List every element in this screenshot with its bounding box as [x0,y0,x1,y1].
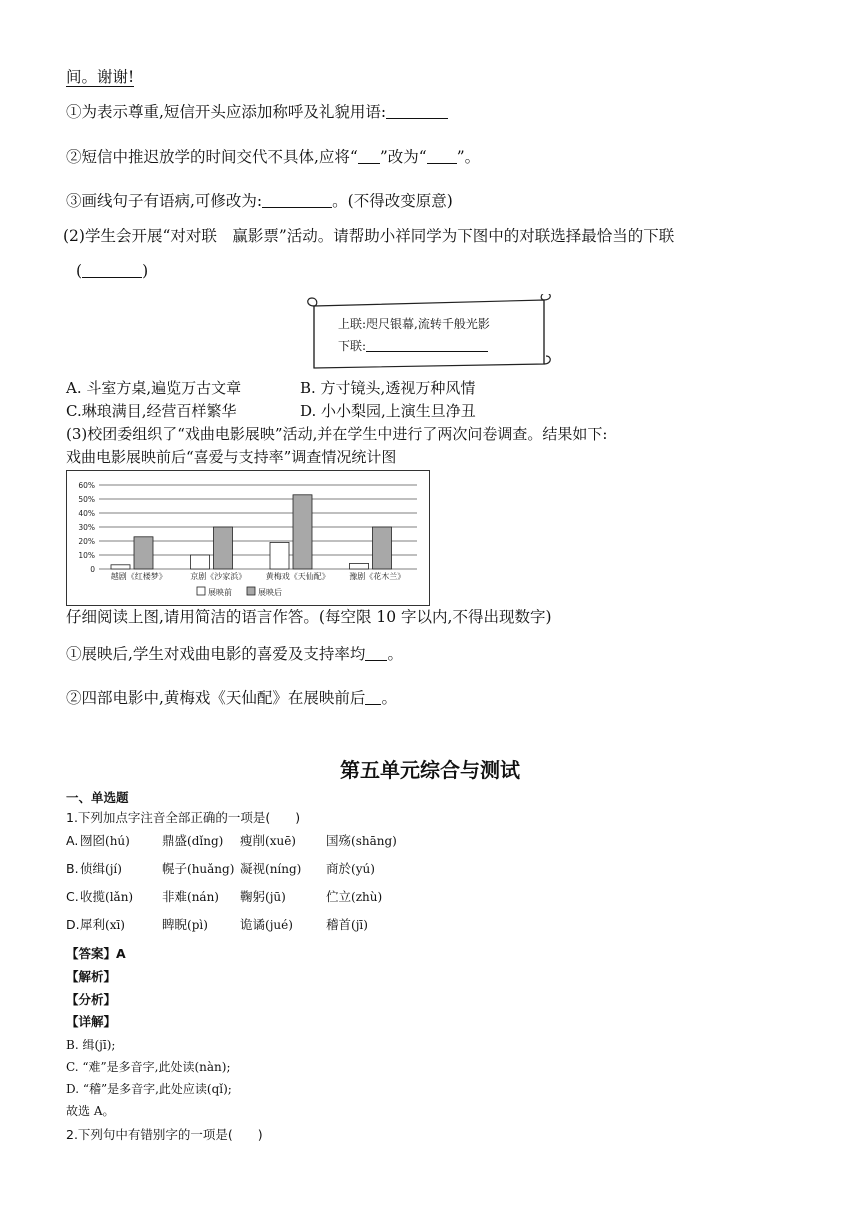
detail-line-3: D. “稽”是多音字,此处应读(qǐ); [66,1082,232,1096]
question-2-stem: 2.下列句中有错别字的一项是( ) [66,1127,263,1142]
word-with-pinyin: 瘦削(xuē) [240,833,296,848]
q1-item2: ②短信中推迟放学的时间交代不具体,应将“ ”改为“ ”。 [66,148,481,166]
answer-blank[interactable] [262,192,332,208]
y-tick-label: 20% [78,537,95,546]
bar [373,527,392,569]
x-tick-label: 豫剧《花木兰》 [349,572,406,581]
option-letter: B. [66,861,79,876]
bar-chart [66,470,430,606]
word-with-pinyin: 犀利(xī) [80,917,125,932]
q2-answer-paren: ( ) [76,262,149,280]
word-with-pinyin: 幌子(huǎng) [162,861,235,876]
bar [191,555,210,569]
word-with-pinyin: 侦缉(jí) [80,861,122,876]
question-type-label: 一、单选题 [66,790,129,805]
upper-couplet: 上联:咫尺银幕,流转千般光影 [338,317,490,331]
x-tick-label: 黄梅戏《天仙配》 [265,572,330,581]
option-letter: C. [66,889,79,904]
bar [111,565,130,569]
bar [293,495,312,569]
option-c[interactable]: C.琳琅满目,经营百样繁华 [66,402,237,420]
couplet-scroll [304,294,554,370]
word-with-pinyin: 睥睨(pì) [162,917,208,932]
section-title: 第五单元综合与测试 [340,758,520,782]
legend-swatch [197,587,205,595]
question-1-stem: 1.下列加点字注音全部正确的一项是( ) [66,810,301,825]
y-tick-label: 40% [78,509,95,518]
word-with-pinyin: 稽首(jī) [326,917,368,932]
answer-blank[interactable] [82,262,142,278]
xiangjie-label: 【详解】 [66,1014,117,1029]
answer-blank[interactable] [386,103,448,119]
q3-item1: ①展映后,学生对戏曲电影的喜爱及支持率均 。 [66,645,403,663]
word-with-pinyin: 鞠躬(jū) [240,889,286,904]
bar [270,542,289,569]
answer-blank [366,339,488,352]
answer-label: 【答案】A [66,946,126,961]
detail-line-2: C. “难”是多音字,此处读(nàn); [66,1060,231,1074]
word-with-pinyin: 鼎盛(dǐng) [162,833,224,848]
word-with-pinyin: 伫立(zhù) [326,889,383,904]
bar [214,527,233,569]
bar [134,537,153,569]
answer-blank[interactable] [365,689,381,705]
option-a[interactable]: A. 斗室方桌,遍览万古文章 [66,379,242,397]
q1-item3: ③画线句子有语病,可修改为: 。(不得改变原意) [66,192,453,210]
y-tick-label: 30% [78,523,95,532]
legend-label: 展映后 [258,588,282,597]
y-tick-label: 60% [78,481,95,490]
word-with-pinyin: 诡谲(jué) [240,917,293,932]
q3-stem: (3)校团委组织了“戏曲电影展映”活动,并在学生中进行了两次问卷调查。结果如下: [66,425,608,443]
option-d[interactable]: D. 小小梨园,上演生旦净丑 [300,402,476,420]
x-tick-label: 越剧《红楼梦》 [110,572,167,581]
answer-blank[interactable] [358,148,380,164]
chart-caption: 戏曲电影展映前后“喜爱与支持率”调查情况统计图 [66,448,397,466]
bar-chart-svg [67,471,429,605]
top-line: 间。谢谢! [66,68,135,86]
word-with-pinyin: 国殇(shāng) [326,833,397,848]
detail-line-1: B. 缉(jī); [66,1038,116,1052]
answer-blank[interactable] [427,148,457,164]
legend-swatch [247,587,255,595]
option-b[interactable]: B. 方寸镜头,透视万种风情 [300,379,476,397]
lower-couplet: 下联: [338,338,488,355]
word-with-pinyin: 收揽(lǎn) [80,889,134,904]
y-tick-label: 10% [78,551,95,560]
fenxi-label: 【分析】 [66,992,117,1007]
y-tick-label: 50% [78,495,95,504]
q3-item2: ②四部电影中,黄梅戏《天仙配》在展映前后 。 [66,689,397,707]
q3-instruction: 仔细阅读上图,请用简洁的语言作答。(每空限 10 字以内,不得出现数字) [66,608,552,626]
word-with-pinyin: 非难(nán) [162,889,219,904]
word-with-pinyin: 商於(yú) [326,861,375,876]
legend-label: 展映前 [208,588,232,597]
bar [350,563,369,569]
q2-stem: (2)学生会开展“对对联 赢影票”活动。请帮助小祥同学为下图中的对联选择最恰当的下联 [63,227,675,245]
jiexi-label: 【解析】 [66,969,117,984]
option-letter: A. [66,833,79,848]
x-tick-label: 京剧《沙家浜》 [190,572,247,581]
y-tick-label: 0 [90,565,95,574]
detail-line-4: 故选 A。 [66,1104,115,1118]
option-letter: D. [66,917,80,932]
word-with-pinyin: 囫囵(hú) [80,833,130,848]
word-with-pinyin: 凝视(níng) [240,861,302,876]
answer-blank[interactable] [365,645,387,661]
q1-item1: ①为表示尊重,短信开头应添加称呼及礼貌用语: [66,101,448,123]
